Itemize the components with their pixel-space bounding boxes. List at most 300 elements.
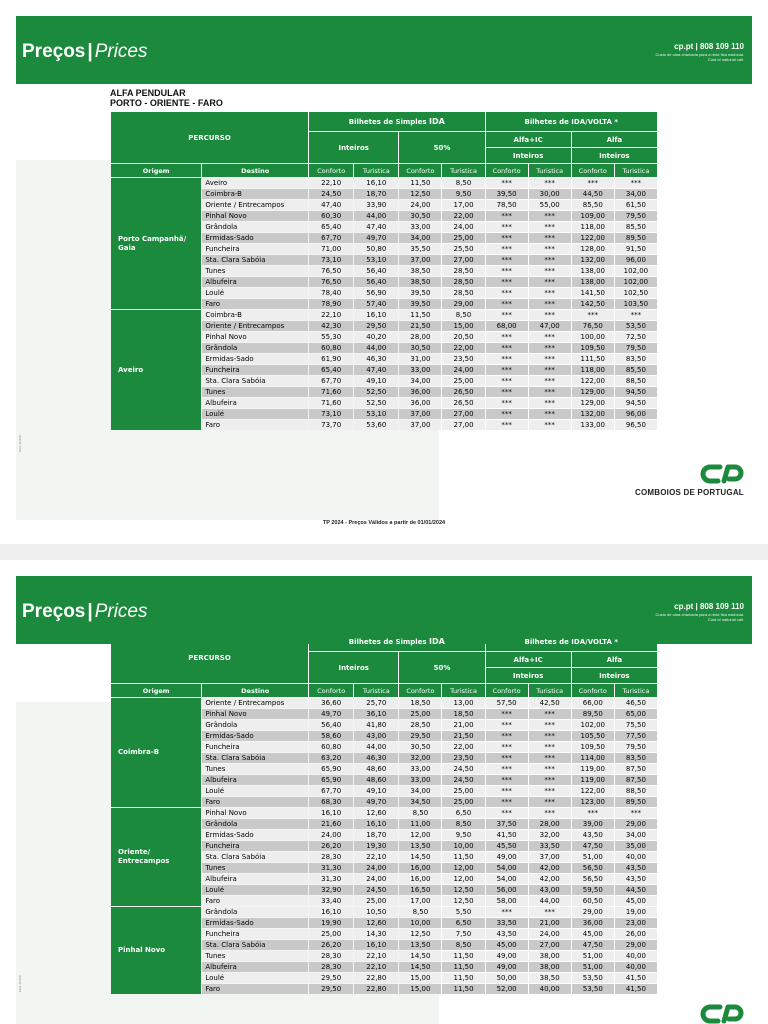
fare-cell: *** <box>529 797 571 807</box>
fare-cell: 17,00 <box>442 200 484 210</box>
fare-cell: *** <box>486 244 528 254</box>
fare-cell: 94,50 <box>615 398 657 408</box>
fare-cell: 7,50 <box>442 929 484 939</box>
destination-cell: Faro <box>202 896 308 906</box>
header-50pct: 50% <box>399 652 484 683</box>
fare-cell: 9,50 <box>442 830 484 840</box>
fare-cell: 91,50 <box>615 244 657 254</box>
fare-cell: 19,90 <box>309 918 353 928</box>
fare-cell: 29,00 <box>615 819 657 829</box>
fare-cell: 25,00 <box>399 709 441 719</box>
fare-cell: 42,00 <box>529 863 571 873</box>
fare-cell: 22,80 <box>354 973 398 983</box>
fare-cell: 53,10 <box>354 409 398 419</box>
fare-cell: *** <box>529 731 571 741</box>
fare-cell: 21,50 <box>442 731 484 741</box>
destination-cell: Faro <box>202 984 308 994</box>
fare-cell: 109,50 <box>572 343 614 353</box>
fare-cell: 11,50 <box>399 178 441 188</box>
destination-cell: Pinhal Novo <box>202 709 308 719</box>
fare-cell: 102,50 <box>615 288 657 298</box>
fare-cell: 11,50 <box>442 962 484 972</box>
cp-logo-icon <box>698 462 746 486</box>
fare-cell: 122,00 <box>572 376 614 386</box>
fare-cell: 38,50 <box>399 266 441 276</box>
fare-cell: *** <box>486 786 528 796</box>
destination-cell: Loulé <box>202 786 308 796</box>
fare-cell: 30,50 <box>399 343 441 353</box>
fare-cell: *** <box>486 420 528 430</box>
fare-cell: 31,30 <box>309 863 353 873</box>
fare-cell: 16,10 <box>309 907 353 917</box>
fare-cell: 43,50 <box>486 929 528 939</box>
destination-cell: Faro <box>202 420 308 430</box>
col-destino: Destino <box>202 164 308 177</box>
fare-cell: 87,50 <box>615 775 657 785</box>
fare-cell: 37,00 <box>399 420 441 430</box>
fare-cell: 67,70 <box>309 786 353 796</box>
fare-cell: 44,50 <box>572 189 614 199</box>
fare-cell: 10,00 <box>399 918 441 928</box>
fare-cell: 53,50 <box>572 973 614 983</box>
col-turistica: Turistica <box>615 684 657 697</box>
fare-cell: 8,50 <box>399 808 441 818</box>
fare-cell: 123,00 <box>572 797 614 807</box>
fare-cell: 24,50 <box>442 764 484 774</box>
fare-cell: 8,50 <box>442 940 484 950</box>
fare-cell: 35,50 <box>399 244 441 254</box>
title-en: Prices <box>94 41 148 62</box>
fare-cell: 24,00 <box>529 929 571 939</box>
fare-cell: *** <box>529 244 571 254</box>
fare-cell: *** <box>486 343 528 353</box>
col-conforto: Conforto <box>572 684 614 697</box>
fare-cell: 54,00 <box>486 863 528 873</box>
fare-cell: 55,00 <box>529 200 571 210</box>
fare-cell: *** <box>486 753 528 763</box>
fare-cell: *** <box>486 222 528 232</box>
fare-cell: 36,00 <box>572 918 614 928</box>
fare-cell: 33,50 <box>486 918 528 928</box>
col-destino: Destino <box>202 684 308 697</box>
fare-cell: 138,00 <box>572 277 614 287</box>
fare-cell: *** <box>529 266 571 276</box>
fare-cell: 10,50 <box>354 907 398 917</box>
origin-cell: Oriente/ Entrecampos <box>111 808 201 906</box>
fare-cell: 34,00 <box>399 786 441 796</box>
cp-wordmark: COMBOIOS DE PORTUGAL <box>635 488 744 497</box>
table-row <box>111 310 657 320</box>
fare-cell: 12,50 <box>399 189 441 199</box>
fare-cell: 60,80 <box>309 343 353 353</box>
fare-cell: 25,00 <box>442 797 484 807</box>
fare-cell: 22,00 <box>442 343 484 353</box>
header-inteiros: Inteiros <box>309 132 398 163</box>
fare-cell: 79,50 <box>615 343 657 353</box>
fare-cell: 142,50 <box>572 299 614 309</box>
header-banner <box>16 16 752 84</box>
contact-info <box>656 602 745 622</box>
fare-cell: *** <box>529 255 571 265</box>
destination-cell: Albufeira <box>202 775 308 785</box>
fare-cell: 96,50 <box>615 420 657 430</box>
fare-cell: 65,40 <box>309 365 353 375</box>
fare-cell: 38,00 <box>529 951 571 961</box>
title-pt: Preços <box>22 41 86 62</box>
fare-cell: 9,50 <box>442 189 484 199</box>
fare-cell: *** <box>486 354 528 364</box>
fare-cell: 119,00 <box>572 775 614 785</box>
fare-cell: 29,00 <box>442 299 484 309</box>
fare-cell: 43,50 <box>572 830 614 840</box>
fare-cell: 36,10 <box>354 709 398 719</box>
fare-cell: 23,50 <box>442 354 484 364</box>
route-service: ALFA PENDULAR <box>110 88 186 98</box>
fare-cell: 21,00 <box>442 720 484 730</box>
fare-cell: 44,00 <box>354 742 398 752</box>
fare-cell: 28,00 <box>399 332 441 342</box>
fare-cell: 94,50 <box>615 387 657 397</box>
fare-cell: 28,50 <box>442 277 484 287</box>
header-simples: Bilhetes de Simples IDA <box>309 632 484 651</box>
fare-cell: 8,50 <box>442 178 484 188</box>
fare-cell: 57,50 <box>486 698 528 708</box>
fare-cell: 60,30 <box>309 211 353 221</box>
fare-cell: 118,00 <box>572 365 614 375</box>
fare-cell: 88,50 <box>615 376 657 386</box>
fare-cell: 27,00 <box>442 420 484 430</box>
fare-cell: 52,00 <box>486 984 528 994</box>
fare-cell: 44,00 <box>529 896 571 906</box>
destination-cell: Tunes <box>202 863 308 873</box>
fare-cell: 30,00 <box>529 189 571 199</box>
destination-cell: Grândola <box>202 819 308 829</box>
header-alfa-ic: Alfa+IC <box>486 132 571 147</box>
fare-cell: 24,50 <box>354 885 398 895</box>
fare-cell: 51,00 <box>572 852 614 862</box>
contact-note-en: Cost of national call. <box>707 57 744 62</box>
header-alfa-inteiros: Inteiros <box>572 148 657 163</box>
table-row <box>111 178 657 188</box>
fare-cell: 58,00 <box>486 896 528 906</box>
fare-cell: 25,50 <box>442 244 484 254</box>
fare-cell: *** <box>529 720 571 730</box>
fare-cell: 67,70 <box>309 233 353 243</box>
fare-cell: 18,70 <box>354 830 398 840</box>
col-conforto: Conforto <box>309 684 353 697</box>
fare-cell: 14,50 <box>399 962 441 972</box>
table-row <box>111 907 657 917</box>
fare-cell: 43,00 <box>354 731 398 741</box>
fare-cell: 122,00 <box>572 786 614 796</box>
fare-cell: 79,50 <box>615 211 657 221</box>
side-code: Mod. 20.928 <box>18 975 22 992</box>
fare-cell: *** <box>529 332 571 342</box>
fare-cell: *** <box>486 310 528 320</box>
fare-cell: 35,00 <box>615 841 657 851</box>
fare-cell: 6,50 <box>442 808 484 818</box>
fare-cell: 22,80 <box>354 984 398 994</box>
fare-cell: *** <box>486 709 528 719</box>
fare-cell: 53,10 <box>354 255 398 265</box>
fare-cell: *** <box>615 808 657 818</box>
route-title <box>110 88 223 108</box>
fare-cell: 12,60 <box>354 918 398 928</box>
fare-cell: 61,50 <box>615 200 657 210</box>
fare-cell: 36,60 <box>309 698 353 708</box>
fare-cell: *** <box>486 255 528 265</box>
fare-cell: 8,50 <box>442 310 484 320</box>
fare-cell: 73,70 <box>309 420 353 430</box>
fare-cell: 21,60 <box>309 819 353 829</box>
destination-cell: Ermidas-Sado <box>202 731 308 741</box>
fare-cell: 27,00 <box>442 255 484 265</box>
fare-cell: 27,00 <box>529 940 571 950</box>
fare-cell: 79,50 <box>615 742 657 752</box>
banner-title <box>22 39 148 65</box>
col-conforto: Conforto <box>486 684 528 697</box>
col-turistica: Turistica <box>442 684 484 697</box>
fare-cell: 56,40 <box>354 277 398 287</box>
fare-cell: 102,00 <box>572 720 614 730</box>
fare-cell: 71,60 <box>309 398 353 408</box>
fare-cell: 16,00 <box>399 874 441 884</box>
fare-cell: 71,00 <box>309 244 353 254</box>
fare-cell: *** <box>486 808 528 818</box>
fare-cell: *** <box>486 211 528 221</box>
fare-cell: 128,00 <box>572 244 614 254</box>
fare-cell: *** <box>486 178 528 188</box>
contact-note-pt: Custo de uma chamada para a rede fixa nacional. <box>655 612 744 617</box>
fare-cell: 23,50 <box>442 753 484 763</box>
col-turistica: Turistica <box>354 684 398 697</box>
destination-cell: Pinhal Novo <box>202 808 308 818</box>
fare-cell: 49,10 <box>354 786 398 796</box>
destination-cell: Funcheira <box>202 244 308 254</box>
fare-cell: 66,00 <box>572 698 614 708</box>
col-origem: Origem <box>111 164 201 177</box>
fare-cell: *** <box>529 808 571 818</box>
fare-cell: 30,50 <box>399 211 441 221</box>
header-percurso: PERCURSO <box>111 632 308 683</box>
destination-cell: Sta. Clara Sabóia <box>202 255 308 265</box>
fare-cell: 39,00 <box>572 819 614 829</box>
fare-cell: 28,30 <box>309 852 353 862</box>
destination-cell: Coimbra-B <box>202 310 308 320</box>
fare-cell: 20,50 <box>442 332 484 342</box>
fare-cell: 29,50 <box>354 321 398 331</box>
fare-cell: 60,80 <box>309 742 353 752</box>
col-conforto: Conforto <box>486 164 528 177</box>
fare-cell: 88,50 <box>615 786 657 796</box>
fare-cell: *** <box>529 288 571 298</box>
header-inteiros: Inteiros <box>309 652 398 683</box>
fare-cell: 34,00 <box>399 376 441 386</box>
fare-cell: 36,00 <box>399 398 441 408</box>
fare-cell: *** <box>529 376 571 386</box>
cp-logo-icon <box>698 1002 746 1024</box>
fare-cell: 29,00 <box>572 907 614 917</box>
fare-cell: *** <box>486 720 528 730</box>
fare-cell: 22,00 <box>442 211 484 221</box>
fare-cell: 45,50 <box>486 841 528 851</box>
fare-cell: 119,00 <box>572 764 614 774</box>
fare-cell: 85,50 <box>572 200 614 210</box>
header-alfa: Alfa <box>572 652 657 667</box>
fare-cell: 24,00 <box>309 830 353 840</box>
destination-cell: Funcheira <box>202 742 308 752</box>
fare-cell: *** <box>486 266 528 276</box>
fare-cell: 5,50 <box>442 907 484 917</box>
fare-cell: 96,00 <box>615 255 657 265</box>
fare-cell: 15,00 <box>442 321 484 331</box>
fare-cell: 100,00 <box>572 332 614 342</box>
fare-cell: *** <box>529 222 571 232</box>
title-pt: Preços <box>22 601 86 622</box>
fare-cell: 24,50 <box>442 775 484 785</box>
fare-cell: *** <box>615 310 657 320</box>
fare-cell: 57,40 <box>354 299 398 309</box>
fare-cell: 33,00 <box>399 365 441 375</box>
col-turistica: Turistica <box>354 164 398 177</box>
contact-note-pt: Custo de uma chamada para a rede fixa nacional. <box>655 52 744 57</box>
fare-cell: 10,00 <box>442 841 484 851</box>
fare-cell: *** <box>486 731 528 741</box>
fare-cell: 34,50 <box>399 797 441 807</box>
fare-cell: 11,00 <box>399 819 441 829</box>
title-en: Prices <box>94 601 148 622</box>
title-separator: | <box>87 601 93 622</box>
destination-cell: Faro <box>202 299 308 309</box>
fare-cell: 22,10 <box>354 852 398 862</box>
fare-cell: 16,10 <box>354 819 398 829</box>
origin-cell: Aveiro <box>111 310 201 430</box>
col-conforto: Conforto <box>309 164 353 177</box>
fare-cell: 49,70 <box>354 233 398 243</box>
fare-cell: 12,50 <box>442 885 484 895</box>
fare-cell: *** <box>486 775 528 785</box>
fare-cell: 16,10 <box>309 808 353 818</box>
fare-cell: 19,30 <box>354 841 398 851</box>
fare-cell: 40,00 <box>615 852 657 862</box>
fare-cell: 44,00 <box>354 211 398 221</box>
fare-cell: 53,50 <box>615 321 657 331</box>
fare-cell: 76,50 <box>572 321 614 331</box>
destination-cell: Ermidas-Sado <box>202 918 308 928</box>
destination-cell: Loulé <box>202 288 308 298</box>
fare-cell: 75,50 <box>615 720 657 730</box>
fare-cell: 28,00 <box>529 819 571 829</box>
fare-cell: 45,00 <box>486 940 528 950</box>
fare-cell: 15,00 <box>399 973 441 983</box>
fare-cell: 45,00 <box>615 896 657 906</box>
fare-cell: *** <box>486 907 528 917</box>
destination-cell: Funcheira <box>202 841 308 851</box>
fare-cell: 41,80 <box>354 720 398 730</box>
fare-cell: 29,50 <box>399 731 441 741</box>
fare-cell: 28,30 <box>309 951 353 961</box>
fare-cell: 34,00 <box>615 189 657 199</box>
fare-cell: 37,50 <box>486 819 528 829</box>
fare-cell: 47,50 <box>572 940 614 950</box>
fare-cell: 21,50 <box>399 321 441 331</box>
fare-cell: 25,00 <box>354 896 398 906</box>
fare-cell: 85,50 <box>615 365 657 375</box>
fare-cell: 8,50 <box>442 819 484 829</box>
fare-cell: 31,30 <box>309 874 353 884</box>
fare-cell: 46,30 <box>354 354 398 364</box>
fare-cell: 49,70 <box>354 797 398 807</box>
fare-cell: 24,50 <box>309 189 353 199</box>
fare-cell: *** <box>529 354 571 364</box>
fare-cell: 56,40 <box>309 720 353 730</box>
fare-cell: 83,50 <box>615 354 657 364</box>
fare-cell: *** <box>529 709 571 719</box>
contact-info <box>656 42 745 62</box>
fare-cell: 56,40 <box>354 266 398 276</box>
fare-cell: 22,10 <box>354 962 398 972</box>
fare-cell: 114,00 <box>572 753 614 763</box>
header-simples: Bilhetes de Simples IDA <box>309 112 484 131</box>
fare-cell: 73,10 <box>309 409 353 419</box>
route-line: PORTO - ORIENTE - FARO <box>110 98 223 108</box>
fare-cell: *** <box>529 775 571 785</box>
fare-cell: 24,00 <box>399 200 441 210</box>
fare-cell: 42,30 <box>309 321 353 331</box>
fare-cell: 21,00 <box>529 918 571 928</box>
fare-cell: *** <box>529 211 571 221</box>
fare-cell: 60,50 <box>572 896 614 906</box>
fare-cell: 12,00 <box>442 874 484 884</box>
fare-cell: 65,90 <box>309 764 353 774</box>
fare-cell: *** <box>529 365 571 375</box>
fare-cell: 14,30 <box>354 929 398 939</box>
col-conforto: Conforto <box>399 164 441 177</box>
fare-cell: *** <box>486 797 528 807</box>
fare-cell: 18,50 <box>399 698 441 708</box>
fare-cell: 102,00 <box>615 266 657 276</box>
side-code: Mod. 20.928 <box>18 435 22 452</box>
fare-cell: 109,00 <box>572 211 614 221</box>
origin-cell: Coimbra-B <box>111 698 201 807</box>
destination-cell: Grândola <box>202 222 308 232</box>
fare-cell: *** <box>486 387 528 397</box>
fare-cell: 12,00 <box>399 830 441 840</box>
destination-cell: Ermidas-Sado <box>202 233 308 243</box>
fare-cell: *** <box>529 409 571 419</box>
fare-cell: *** <box>572 808 614 818</box>
fare-cell: 37,00 <box>399 255 441 265</box>
destination-cell: Pinhal Novo <box>202 211 308 221</box>
fare-cell: 56,90 <box>354 288 398 298</box>
fare-cell: 141,50 <box>572 288 614 298</box>
fare-cell: 28,50 <box>442 266 484 276</box>
fare-cell: *** <box>486 332 528 342</box>
fare-cell: 24,00 <box>442 365 484 375</box>
fare-cell: 43,50 <box>615 863 657 873</box>
destination-cell: Loulé <box>202 973 308 983</box>
destination-cell: Albufeira <box>202 874 308 884</box>
header-ida-volta: Bilhetes de IDA/VOLTA * <box>486 112 657 131</box>
fare-cell: 33,00 <box>399 222 441 232</box>
fare-cell: 24,00 <box>354 874 398 884</box>
page-gap <box>0 544 768 560</box>
origin-cell: Porto Campanhã/ Gaia <box>111 178 201 309</box>
fare-cell: 96,00 <box>615 409 657 419</box>
fare-cell: 33,00 <box>399 764 441 774</box>
fare-cell: 109,50 <box>572 742 614 752</box>
fare-cell: 87,50 <box>615 764 657 774</box>
